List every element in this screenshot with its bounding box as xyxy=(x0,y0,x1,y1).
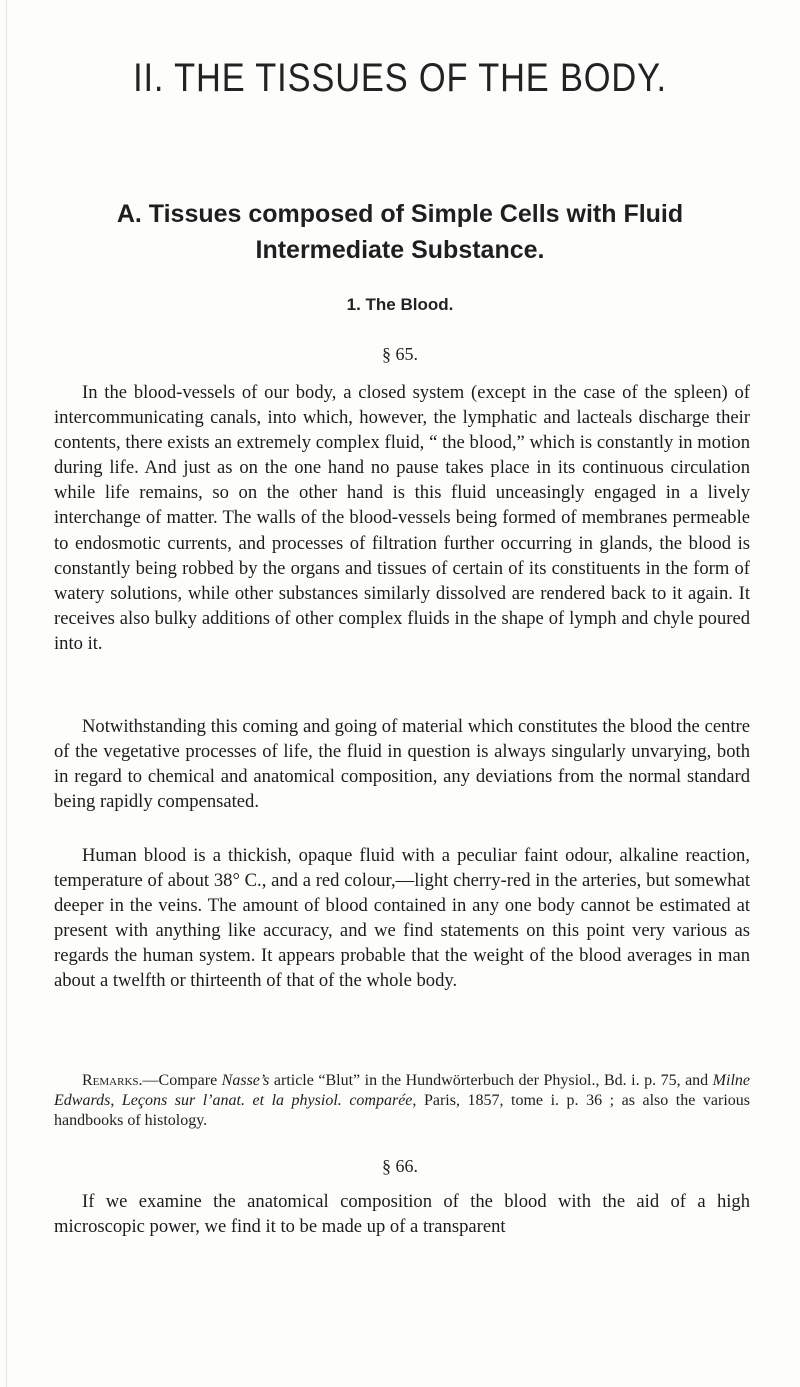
remarks-text-1: —Compare xyxy=(142,1072,222,1089)
paragraph-anatomical-composition: If we examine the anatomical composition of the blood with the aid of a high microscopic power, we find it to be made up of a transparent xyxy=(54,1191,750,1238)
remarks-text-3: , xyxy=(110,1092,122,1109)
chapter-title: II. THE TISSUES OF THE BODY. xyxy=(133,56,667,100)
section-mark-65: § 65. xyxy=(382,344,418,364)
subsection-heading: 1. The Blood. xyxy=(346,295,454,314)
paragraph-human-blood: Human blood is a thickish, opaque fluid with a peculiar faint odour, alkaline reaction, temperature of about 38° C., and a red colour,—light cherry-red in the arteries, but somewhat deeper in the veins. The amount of blood contained in any one body cannot be estimated at present with anything like accuracy, and we find statements on this point very various as regards the human system. It appears probable that the weight of the blood averages in man about a twelfth or thirteenth of that of the whole body. xyxy=(54,845,750,992)
remarks-author-milne-edwards: Milne Edwards xyxy=(54,1072,750,1109)
remarks-footnote xyxy=(54,1071,750,1131)
remarks-work-lecons: Leçons sur l’anat. et la physiol. comparée xyxy=(121,1092,413,1109)
section-title-line1: Tissues composed of Simple Cells with Fluid xyxy=(148,200,684,228)
section-letter: A. xyxy=(116,200,142,228)
remarks-text-2: article “Blut” in the Hundwörterbuch der Physiol., Bd. i. p. 75, and xyxy=(269,1072,713,1089)
section-heading xyxy=(40,196,760,268)
paragraph-blood-vessels: In the blood-vessels of our body, a closed system (except in the case of the spleen) of intercommunicating canals, into which, however, the lymphatic and lacteals discharge their contents, there exists an extremely complex fluid, “ the blood,” which is constantly in motion during life. And just as on the one hand no pause takes place in its continuous circulation while life remains, so on the other hand is this fluid unceasingly engaged in a lively interchange of matter. The walls of the blood-vessels being formed of membranes permeable to endosmotic currents, and processes of filtration further occurring in glands, the blood is constantly being robbed by the organs and tissues of certain of its constituents in the form of watery solutions, while other substances similarly dissolved are rendered back to it again. It receives also bulky additions of other complex fluids in the shape of lymph and chyle poured into it. xyxy=(54,382,750,654)
section-title-line2: Intermediate Substance. xyxy=(255,236,545,264)
section-mark-66: § 66. xyxy=(382,1156,418,1176)
page-edge-shadow xyxy=(6,0,7,1387)
paragraph-notwithstanding: Notwithstanding this coming and going of material which constitutes the blood the centre of the vegetative processes of life, the fluid in question is always singularly unvarying, both in regard to chemical and anatomical composition, any deviations from the normal standard being rapidly compensated. xyxy=(54,716,750,813)
remarks-text-4: , Paris, 1857, tome i. p. 36 ; as also the various handbooks of histology. xyxy=(54,1092,750,1129)
remarks-label: Remarks. xyxy=(82,1072,143,1089)
remarks-author-nasse: Nasse’s xyxy=(221,1072,270,1089)
